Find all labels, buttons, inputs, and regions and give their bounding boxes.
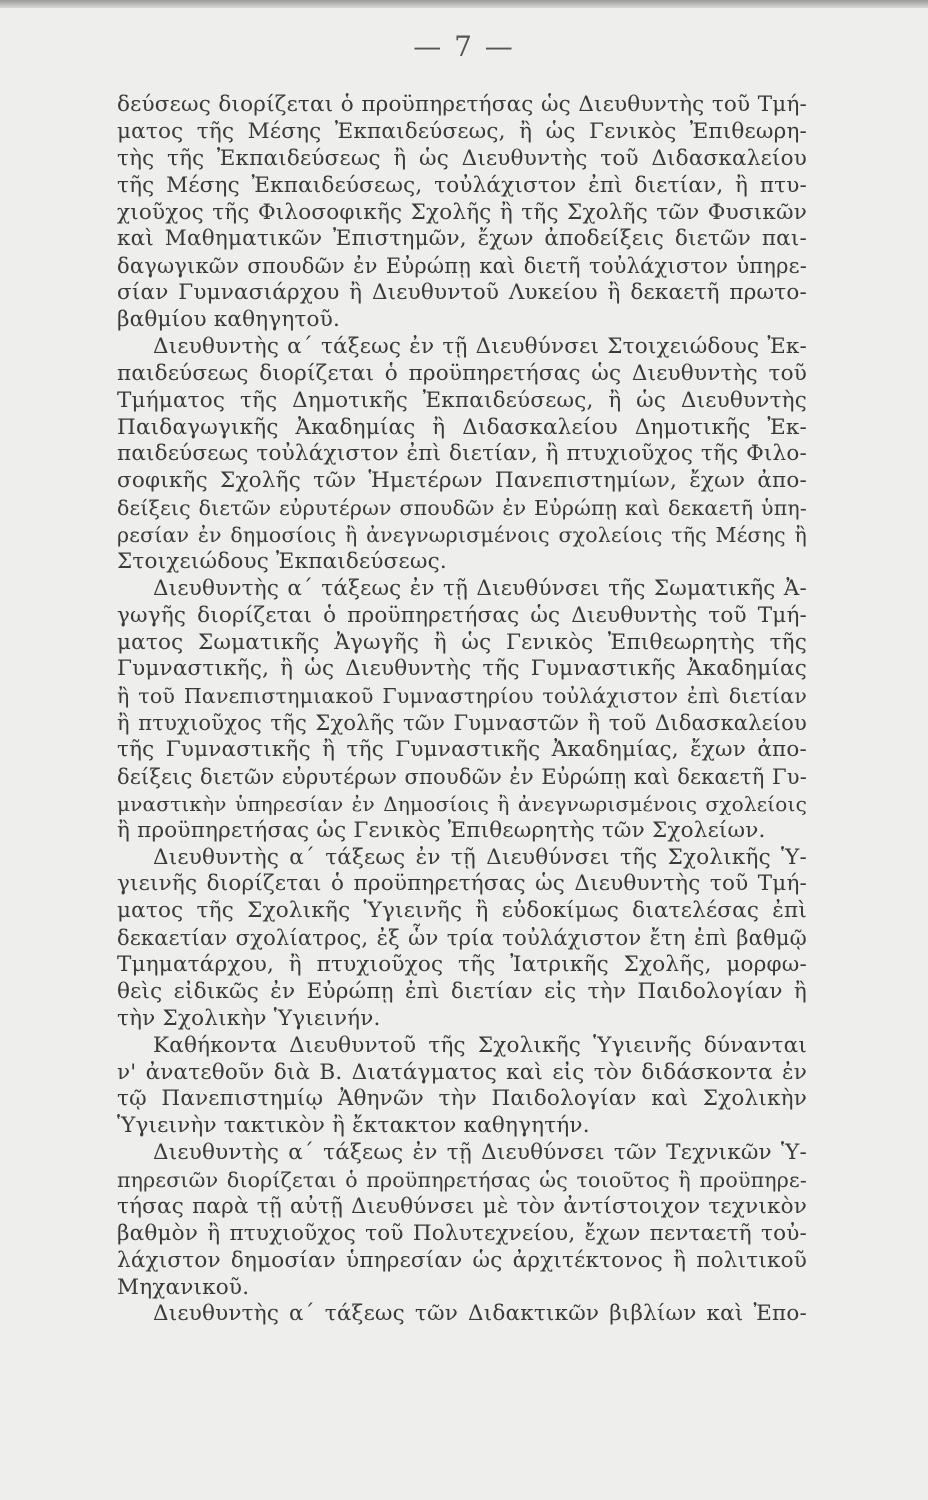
text-line: ματος Σωματικῆς Ἀγωγῆς ἢ ὡς Γενικὸς Ἐπιθεωρητὴς τῆς <box>117 629 807 655</box>
text-line: Μηχανικοῦ. <box>117 1274 250 1300</box>
text-line: θεὶς εἰδικῶς ἐν Εὐρώπῃ ἐπὶ διετίαν εἰς τὴν Παιδολογίαν ἢ <box>117 978 807 1004</box>
text-line: λάχιστον δημοσίαν ὑπηρεσίαν ὡς ἀρχιτέκτονος ἢ πολιτικοῦ <box>117 1247 807 1273</box>
text-line: ἢ προϋπηρετήσας ὡς Γενικὸς Ἐπιθεωρητὴς τῶν Σχολείων. <box>117 817 766 843</box>
text-line: τὴς τῆς Ἐκπαιδεύσεως ἢ ὡς Διευθυντὴς τοῦ Διδασκαλείου <box>117 145 807 171</box>
text-line: γωγῆς διορίζεται ὁ προϋπηρετήσας ὡς Διευθυντὴς τοῦ Τμή- <box>117 602 807 628</box>
text-line: Τμήματος τῆς Δημοτικῆς Ἐκπαιδεύσεως, ἢ ὡς Διευθυντὴς <box>117 387 807 413</box>
text-line: τῆς Μέσης Ἐκπαιδεύσεως, τοὐλάχιστον ἐπὶ διετίαν, ἢ πτυ- <box>117 172 807 198</box>
text-line: μναστικὴν ὑπηρεσίαν ἐν Δημοσίοις ἢ ἀνεγνωρισμένοις σχολείοις <box>117 791 807 816</box>
text-line: Διευθυντὴς α΄ τάξεως ἐν τῇ Διευθύνσει τῆς Σχολικῆς Ὑ- <box>153 844 807 870</box>
text-line: Παιδαγωγικῆς Ἀκαδημίας ἢ Διδασκαλείου Δημοτικῆς Ἐκ- <box>117 414 807 440</box>
text-line: Διευθυντὴς α΄ τάξεως ἐν τῇ Διευθύνσει τῶν Τεχνικῶν Ὑ- <box>153 1140 807 1166</box>
text-line: τῆς Γυμναστικῆς ἢ τῆς Γυμναστικῆς Ἀκαδημίας, ἔχων ἀπο- <box>117 737 807 762</box>
page-number: — 7 — <box>413 30 515 63</box>
text-line: Γυμναστικῆς, ἢ ὡς Διευθυντὴς τῆς Γυμναστικῆς Ἀκαδημίας <box>117 656 807 682</box>
text-line: Τμηματάρχου, ἢ πτυχιοῦχος τῆς Ἰατρικῆς Σχολῆς, μορφω- <box>117 952 807 977</box>
text-line: Διευθυντὴς α΄ τάξεως ἐν τῇ Διευθύνσει Στοιχειώδους Ἐκ- <box>153 333 807 359</box>
text-line: Στοιχειώδους Ἐκπαιδεύσεως. <box>117 548 447 574</box>
text-line: δαγωγικῶν σπουδῶν ἐν Εὐρώπῃ καὶ διετῆ τοὐλάχιστον ὑπηρε- <box>117 254 807 279</box>
text-line: βαθμίου καθηγητοῦ. <box>117 307 340 332</box>
text-line: Ὑγιεινὴν τακτικὸν ἢ ἔκτακτον καθηγητήν. <box>117 1113 590 1139</box>
text-line: ν' ἀνατεθοῦν διὰ Β. Διατάγματος καὶ εἰς τὸν διδάσκοντα ἐν <box>117 1059 807 1085</box>
text-line: παιδεύσεως διορίζεται ὁ προϋπηρετήσας ὡς Διευθυντὴς τοῦ <box>117 360 807 386</box>
text-line: καὶ Μαθηματικῶν Ἐπιστημῶν, ἔχων ἀποδείξεις διετῶν παι- <box>117 226 807 252</box>
text-line: τὴν Σχολικὴν Ὑγιεινήν. <box>117 1005 381 1031</box>
text-line: χιοῦχος τῆς Φιλοσοφικῆς Σχολῆς ἢ τῆς Σχολῆς τῶν Φυσικῶν <box>117 199 807 225</box>
text-line: πηρεσιῶν διορίζεται ὁ προϋπηρετήσας ὡς τοιοῦτος ἢ προϋπηρε- <box>117 1168 807 1192</box>
text-line: δείξεις διετῶν εὐρυτέρων σπουδῶν ἐν Εὐρώπῃ καὶ δεκαετῆ ὑπη- <box>117 496 807 521</box>
text-line: παιδεύσεως τοὐλάχιστον ἐπὶ διετίαν, ἢ πτυχιοῦχος τῆς Φιλο- <box>117 441 807 467</box>
text-line: ἢ πτυχιοῦχος τῆς Σχολῆς τῶν Γυμναστῶν ἢ τοῦ Διδασκαλείου <box>117 711 807 736</box>
text-line: Διευθυντὴς α΄ τάξεως τῶν Διδακτικῶν βιβλίων καὶ Ἐπο- <box>153 1301 807 1327</box>
text-line: Καθήκοντα Διευθυντοῦ τῆς Σχολικῆς Ὑγιεινῆς δύνανται <box>153 1032 807 1058</box>
text-line: δεκαετίαν σχολίατρος, ἐξ ὧν τρία τοὐλάχιστον ἔτη ἐπὶ βαθμῷ <box>117 926 807 951</box>
scan-top-edge <box>0 0 928 8</box>
body-text <box>117 92 807 1328</box>
text-line: δεύσεως διορίζεται ὁ προϋπηρετήσας ὡς Διευθυντὴς τοῦ Τμή- <box>117 92 807 117</box>
text-line: ἢ τοῦ Πανεπιστημιακοῦ Γυμναστηρίου τοὐλάχιστον ἐπὶ διετίαν <box>117 684 807 709</box>
text-line: ματος τῆς Μέσης Ἐκπαιδεύσεως, ἢ ὡς Γενικὸς Ἐπιθεωρη- <box>117 118 807 144</box>
text-line: ρεσίαν ἐν δημοσίοις ἢ ἀνεγνωρισμένοις σχολείοις τῆς Μέσης ἢ <box>117 523 807 547</box>
text-line: γιεινῆς διορίζεται ὁ προϋπηρετήσας ὡς Διευθυντὴς τοῦ Τμή- <box>117 871 807 897</box>
text-line: σοφικῆς Σχολῆς τῶν Ἡμετέρων Πανεπιστημίων, ἔχων ἀπο- <box>117 468 807 494</box>
text-line: τήσας παρὰ τῇ αὐτῇ Διευθύνσει μὲ τὸν ἀντίστοιχον τεχνικὸν <box>117 1193 807 1219</box>
text-line: Διευθυντὴς α΄ τάξεως ἐν τῇ Διευθύνσει τῆς Σωματικῆς Ἀ- <box>153 575 807 601</box>
text-line: βαθμὸν ἢ πτυχιοῦχος τοῦ Πολυτεχνείου, ἔχων πενταετῆ τοὐ- <box>117 1220 807 1246</box>
text-line: τῷ Πανεπιστημίῳ Ἀθηνῶν τὴν Παιδολογίαν καὶ Σχολικὴν <box>117 1086 807 1112</box>
text-line: σίαν Γυμνασιάρχου ἢ Διευθυντοῦ Λυκείου ἢ δεκαετῆ πρωτο- <box>117 280 807 306</box>
text-line: δείξεις διετῶν εὐρυτέρων σπουδῶν ἐν Εὐρώπῃ καὶ δεκαετῆ Γυ- <box>117 764 807 789</box>
text-line: ματος τῆς Σχολικῆς Ὑγιεινῆς ἢ εὐδοκίμως διατελέσας ἐπὶ <box>117 898 807 924</box>
